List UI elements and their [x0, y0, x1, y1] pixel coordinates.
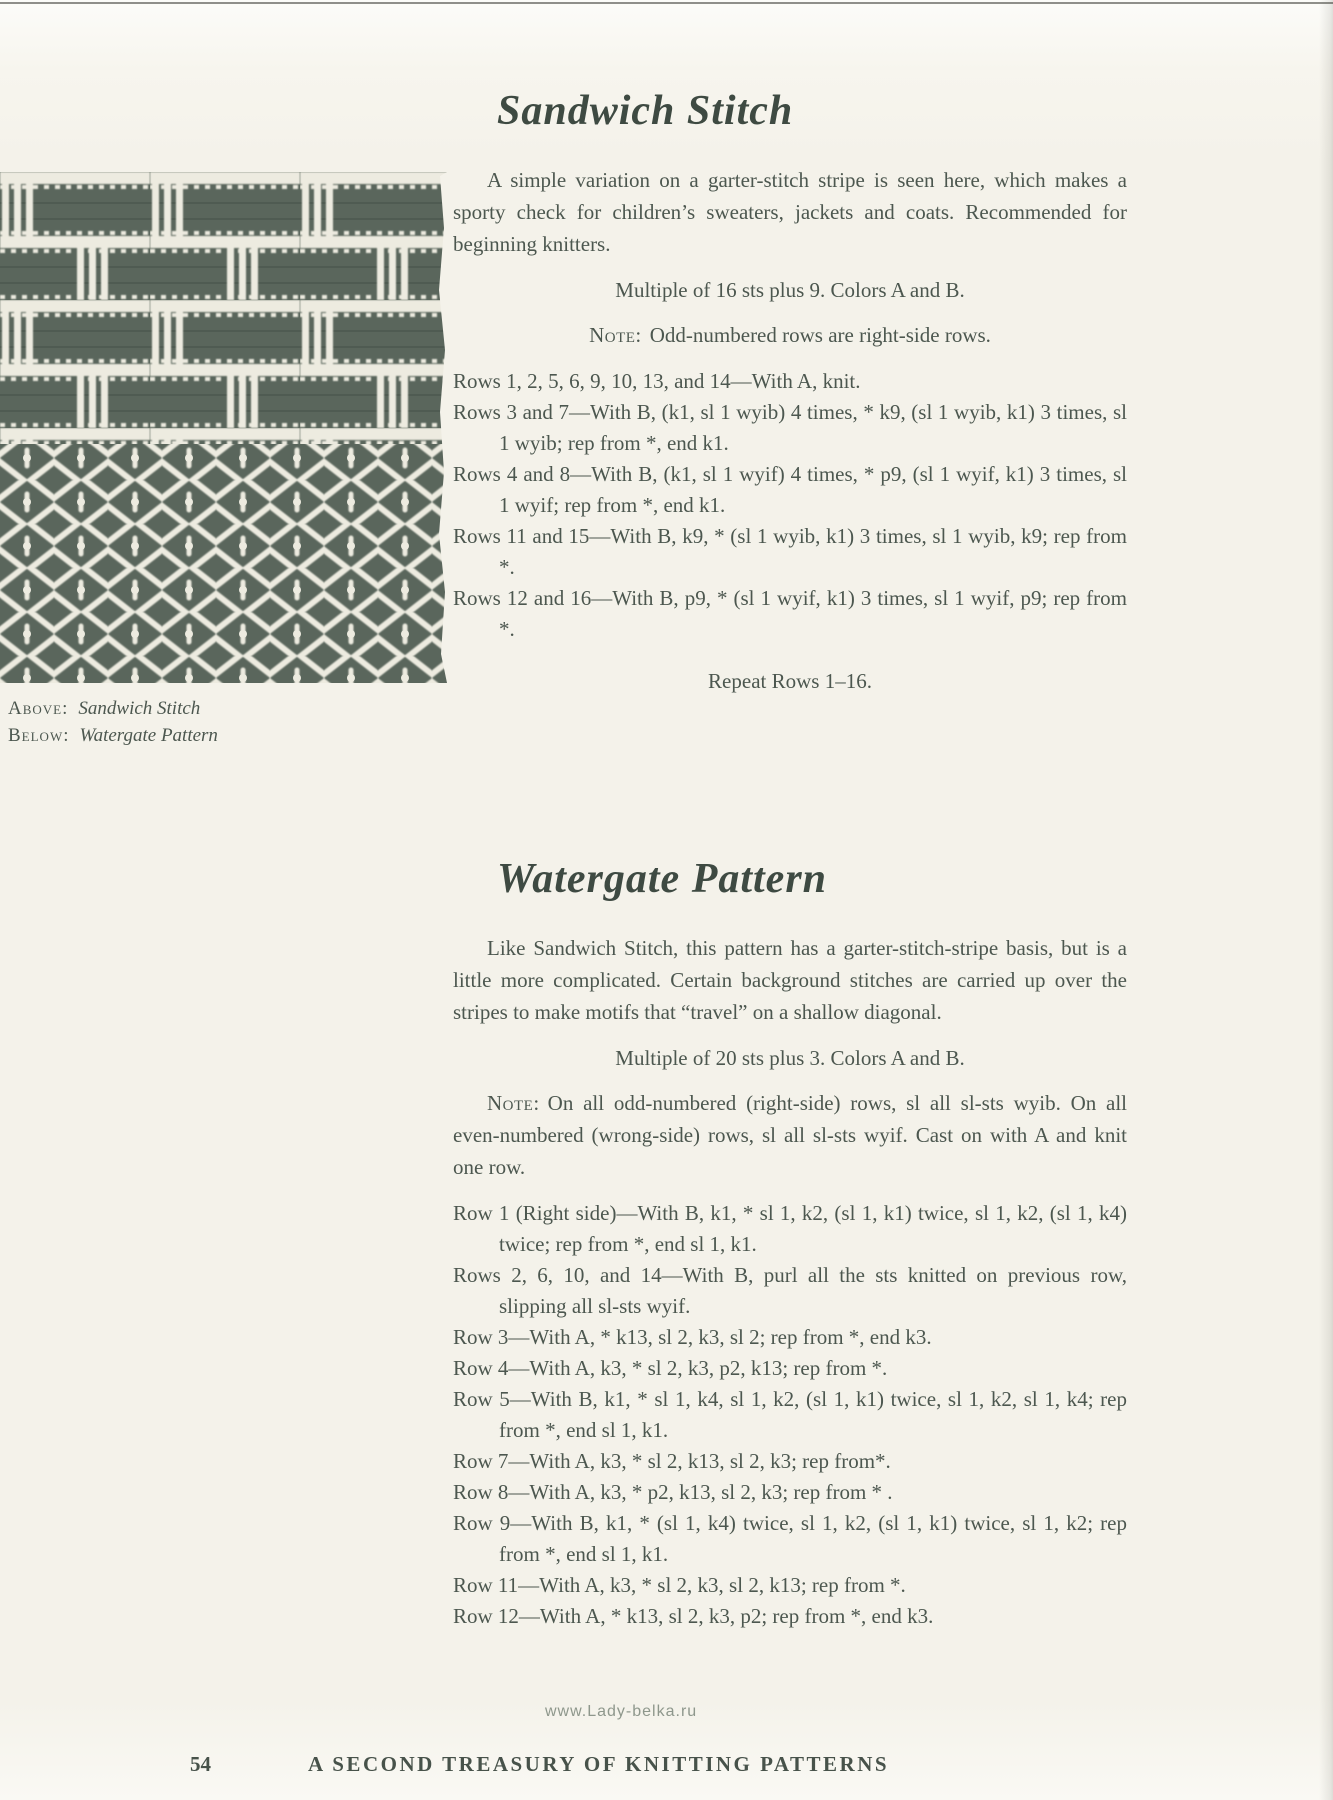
- pattern-row: Row 12—With A, * k13, sl 2, k3, p2; rep from *, end k3.: [453, 1604, 934, 1629]
- scan-top-edge-line: [0, 2, 1333, 4]
- watergate-note: [453, 1087, 1127, 1183]
- pattern-row: Rows 1, 2, 5, 6, 9, 10, 13, and 14—With A, knit.: [453, 369, 861, 394]
- note-label: Note:: [589, 323, 642, 348]
- note-label: Note:: [487, 1091, 540, 1116]
- pattern-row: Rows 3 and 7—With B, (k1, sl 1 wyib) 4 times, * k9, (sl 1 wyib, k1) 3 times, sl 1 wyib; rep from *, end k1.: [453, 400, 1127, 456]
- caption-above: [8, 695, 447, 722]
- watergate-note-text: On all odd-numbered (right-side) rows, sl all sl-sts wyib. On all even-numbered (wrong-side) rows, sl all sl-sts wyif. Cast on with A and knit one row.: [453, 1091, 1127, 1180]
- pattern-row: Row 1 (Right side)—With B, k1, * sl 1, k2, (sl 1, k1) twice, sl 1, k2, (sl 1, k4) twice; rep from *, end sl 1, k1.: [453, 1201, 1127, 1257]
- watergate-title: Watergate Pattern: [497, 856, 828, 902]
- watergate-rows: [453, 1198, 1127, 1632]
- sandwich-multiple: Multiple of 16 sts plus 9. Colors A and B.: [615, 278, 965, 303]
- pattern-row: Row 9—With B, k1, * (sl 1, k4) twice, sl 1, k2, (sl 1, k1) twice, sl 1, k2; rep from *, end sl 1, k1.: [453, 1511, 1127, 1567]
- section-sandwich-stitch: [453, 88, 1127, 697]
- knitting-swatch-photo: [0, 172, 447, 683]
- swatch-caption: [8, 695, 447, 749]
- pattern-row: Rows 11 and 15—With B, k9, * (sl 1 wyib, k1) 3 times, sl 1 wyib, k9; rep from *.: [453, 524, 1127, 580]
- sandwich-title: Sandwich Stitch: [497, 88, 794, 134]
- pattern-row: Row 5—With B, k1, * sl 1, k4, sl 1, k2, (sl 1, k1) twice, sl 1, k2, sl 1, k4; rep from *, end sl 1, k1.: [453, 1387, 1127, 1443]
- pattern-row: Rows 12 and 16—With B, p9, * (sl 1 wyif, k1) 3 times, sl 1 wyif, p9; rep from *.: [453, 586, 1127, 642]
- caption-above-title: Sandwich Stitch: [78, 698, 201, 719]
- watergate-intro: Like Sandwich Stitch, this pattern has a garter-stitch-stripe basis, but is a little more complicated. Certain background stitches are carried up over the stripes to make motifs that “travel” on a shallow diagonal.: [453, 936, 1127, 1025]
- page-number: 54: [190, 1752, 211, 1776]
- caption-below: [8, 722, 447, 749]
- caption-below-label: Below:: [8, 725, 70, 746]
- sandwich-repeat: Repeat Rows 1–16.: [708, 669, 872, 694]
- swatch-figure: [0, 172, 447, 749]
- pattern-row: Row 3—With A, * k13, sl 2, k3, sl 2; rep from *, end k3.: [453, 1325, 932, 1350]
- pattern-row: Rows 2, 6, 10, and 14—With B, purl all the sts knitted on previous row, slipping all sl-sts wyif.: [453, 1263, 1127, 1319]
- sandwich-rows: [453, 366, 1127, 645]
- caption-below-title: Watergate Pattern: [79, 725, 218, 746]
- watergate-multiple: Multiple of 20 sts plus 3. Colors A and B.: [615, 1046, 965, 1071]
- book-title: A SECOND TREASURY OF KNITTING PATTERNS: [308, 1752, 890, 1776]
- watermark-url: www.Lady-belka.ru: [545, 1703, 698, 1720]
- pattern-row: Row 11—With A, k3, * sl 2, k3, sl 2, k13; rep from *.: [453, 1573, 906, 1598]
- sandwich-note-text: Odd-numbered rows are right-side rows.: [649, 323, 991, 348]
- pattern-row: Row 4—With A, k3, * sl 2, k3, p2, k13; rep from *.: [453, 1356, 888, 1381]
- pattern-row: Row 7—With A, k3, * sl 2, k13, sl 2, k3; rep from*.: [453, 1449, 891, 1474]
- caption-above-label: Above:: [8, 698, 69, 719]
- section-watergate-pattern: [453, 856, 1127, 1632]
- pattern-row: Rows 4 and 8—With B, (k1, sl 1 wyif) 4 times, * p9, (sl 1 wyif, k1) 3 times, sl 1 wyif; rep from *, end k1.: [453, 462, 1127, 518]
- sandwich-note: [453, 319, 1127, 351]
- pattern-row: Row 8—With A, k3, * p2, k13, sl 2, k3; rep from * .: [453, 1480, 893, 1505]
- sandwich-intro: A simple variation on a garter-stitch stripe is seen here, which makes a sporty check for children’s sweaters, jackets and coats. Recommended for beginning knitters.: [453, 168, 1127, 257]
